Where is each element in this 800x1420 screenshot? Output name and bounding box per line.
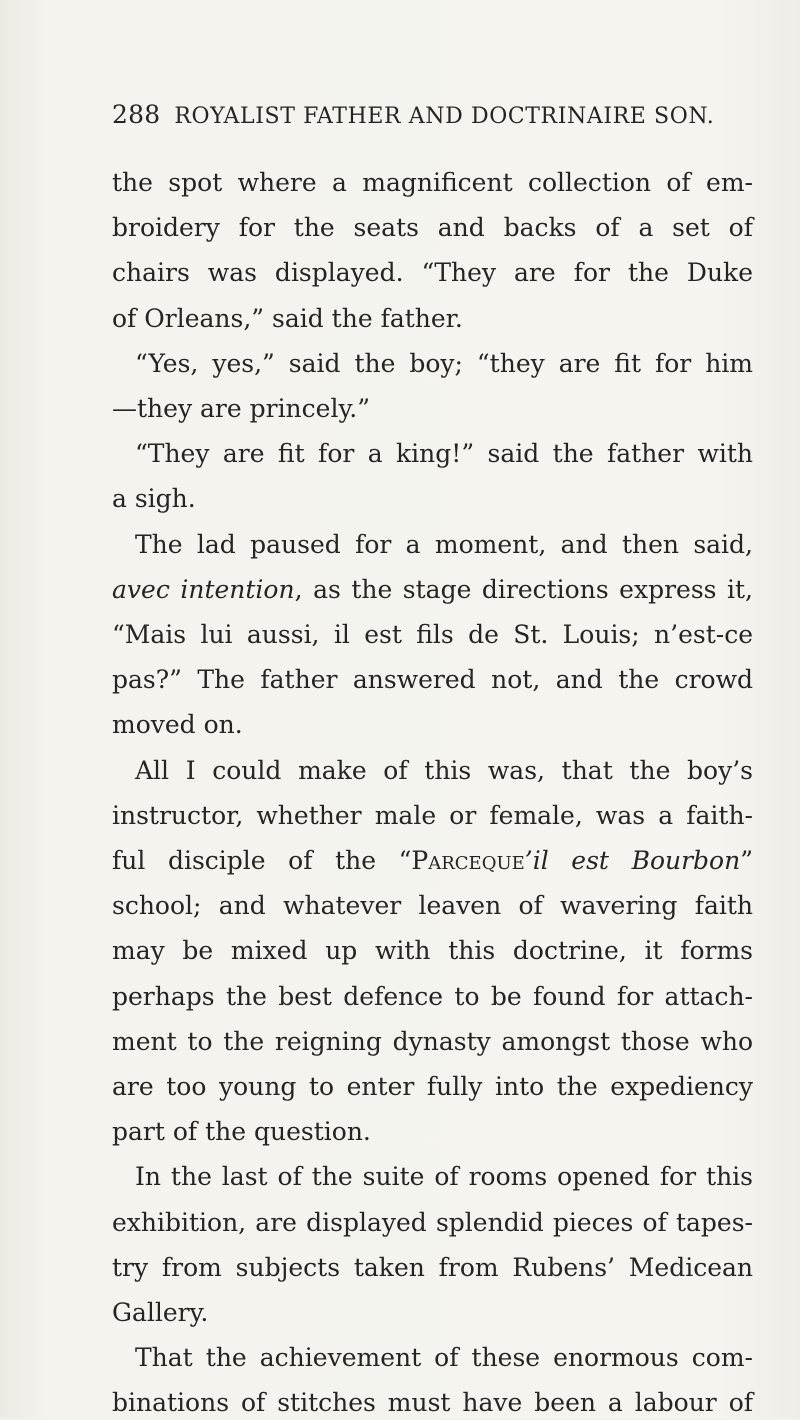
text-line: the spot where a magnificent collection of em- xyxy=(112,168,753,197)
text-line: ful disciple of the “Parceque’il est Bourbon” xyxy=(112,846,753,875)
running-head: ROYALIST FATHER AND DOCTRINAIRE SON. xyxy=(174,104,715,129)
text-line: In the last of the suite of rooms opened for this xyxy=(135,1162,753,1191)
text-line: may be mixed up with this doctrine, it forms xyxy=(112,936,753,965)
text-line: chairs was displayed. “They are for the Duke xyxy=(112,258,753,287)
text-line: “Mais lui aussi, il est fils de St. Louis; n’est-ce xyxy=(112,620,753,649)
text-line: a sigh. xyxy=(112,484,196,513)
text-line: “They are fit for a king!” said the father with xyxy=(135,439,753,468)
text-line: of Orleans,” said the father. xyxy=(112,304,463,333)
text-line: That the achievement of these enormous com- xyxy=(135,1343,753,1372)
text-line: moved on. xyxy=(112,710,243,739)
text-line: instructor, whether male or female, was a faith- xyxy=(112,801,753,830)
text-line: “Yes, yes,” said the boy; “they are fit for him xyxy=(135,349,753,378)
text-line: Gallery. xyxy=(112,1298,209,1327)
text-line: pas?” The father answered not, and the crowd xyxy=(112,665,753,694)
text-line: part of the question. xyxy=(112,1117,371,1146)
text-line: ment to the reigning dynasty amongst those who xyxy=(112,1027,753,1056)
text-line: perhaps the best defence to be found for attach- xyxy=(112,982,753,1011)
page-number: 288 xyxy=(112,100,161,129)
page-header xyxy=(112,100,752,140)
text-line: —they are princely.” xyxy=(112,394,370,423)
text-line: school; and whatever leaven of wavering faith xyxy=(112,891,753,920)
text-line: broidery for the seats and backs of a set of xyxy=(112,213,753,242)
text-line: are too young to enter fully into the expediency xyxy=(112,1072,753,1101)
text-line: try from subjects taken from Rubens’ Medicean xyxy=(112,1253,753,1282)
text-line: exhibition, are displayed splendid pieces of tapes- xyxy=(112,1208,753,1237)
text-line: avec intention, as the stage directions express it, xyxy=(112,575,753,604)
text-line: The lad paused for a moment, and then said, xyxy=(135,530,753,559)
text-line: binations of stitches must have been a labour of xyxy=(112,1388,753,1417)
text-line: All I could make of this was, that the boy’s xyxy=(135,756,753,785)
